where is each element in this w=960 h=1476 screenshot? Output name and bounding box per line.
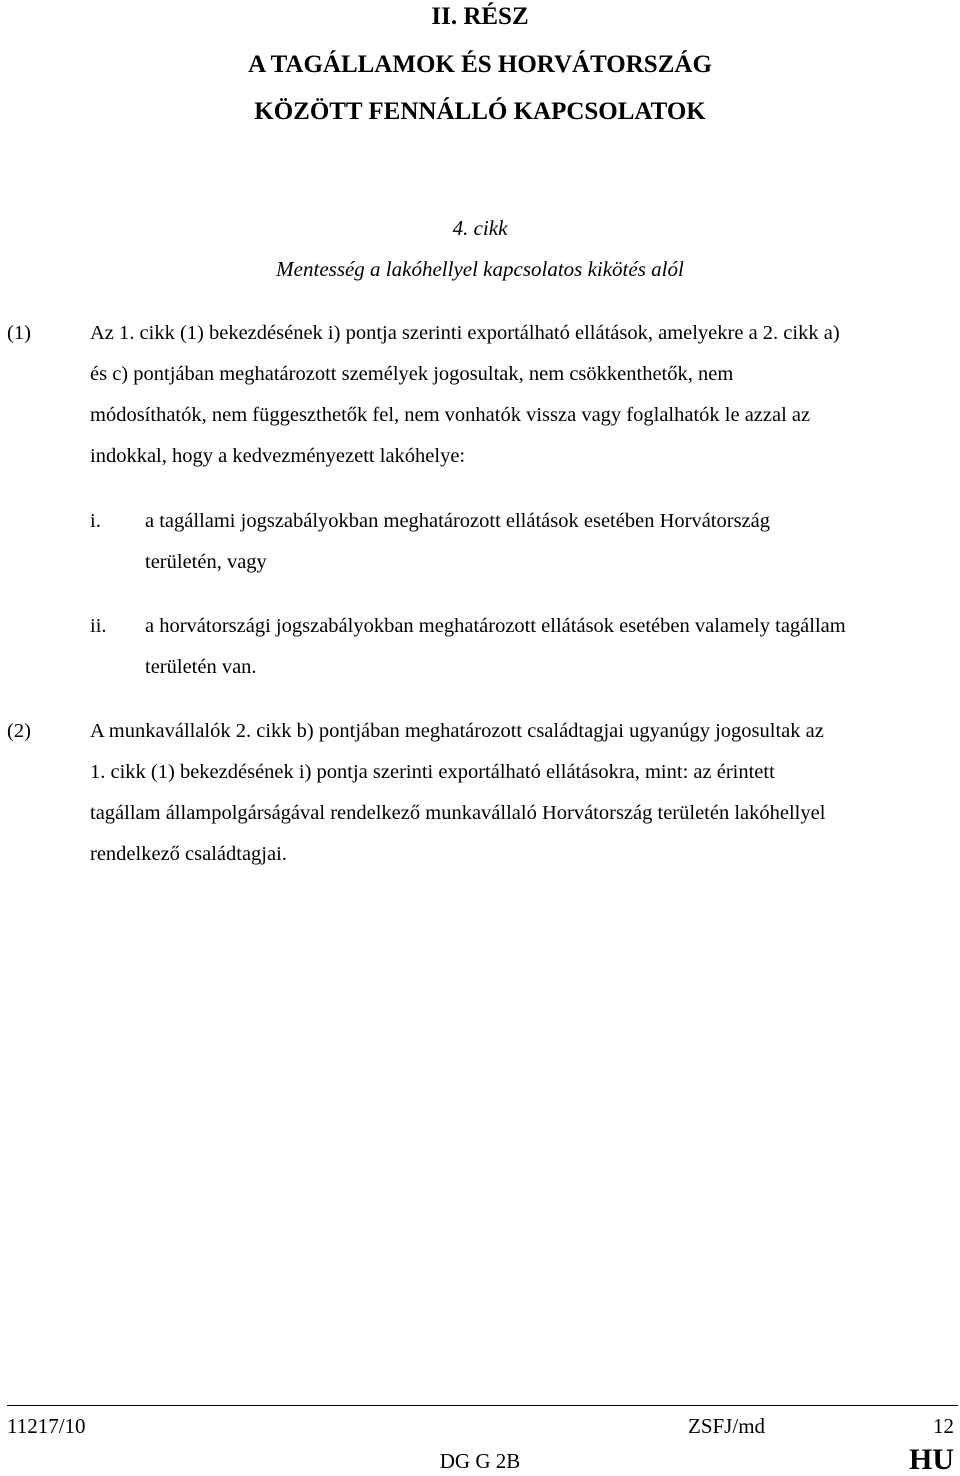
footer-language: HU [909, 1443, 954, 1476]
paragraph-2-body [90, 711, 960, 875]
paragraph-1-line: Az 1. cikk (1) bekezdésének i) pontja szerinti exportálható ellátások, amelyekre a 2. cikk a) [90, 322, 840, 344]
paragraph-2-line: A munkavállalók 2. cikk b) pontjában meghatározott családtagjai ugyanúgy jogosultak az [90, 720, 824, 742]
paragraph-2-number: (2) [7, 720, 31, 742]
paragraph-1 [0, 313, 960, 473]
list-item [0, 606, 960, 688]
paragraph-1-body [90, 313, 960, 477]
part-subtitle-line-2: KÖZÖTT FENNÁLLÓ KAPCSOLATOK [254, 98, 706, 125]
footer-rule [7, 1405, 958, 1406]
paragraph-1-line: és c) pontjában meghatározott személyek jogosultak, nem csökkenthetők, nem [90, 363, 734, 385]
article-title: Mentesség a lakóhellyel kapcsolatos kikötés alól [276, 257, 684, 281]
part-title: II. RÉSZ [431, 3, 529, 30]
paragraph-1-line: indokkal, hogy a kedvezményezett lakóhelye: [90, 445, 466, 467]
paragraph-2-line: tagállam állampolgárságával rendelkező munkavállaló Horvátország területén lakóhellyel [90, 802, 826, 824]
paragraph-1-number: (1) [7, 322, 31, 344]
footer-author: ZSFJ/md [688, 1414, 766, 1438]
footer-doc-number: 11217/10 [7, 1414, 86, 1438]
paragraph-1-line: módosíthatók, nem függeszthetők fel, nem vonhatók vissza vagy foglalhatók le azzal az [90, 404, 811, 426]
list-item [0, 501, 960, 583]
list-item-marker: i. [90, 510, 101, 532]
list-item-text [145, 501, 957, 583]
list-item-line: a horvátországi jogszabályokban meghatározott ellátások esetében valamely tagállam [145, 615, 846, 637]
list-item-marker: ii. [90, 615, 107, 637]
footer-directorate: DG G 2B [439, 1449, 521, 1473]
paragraph-2-line: 1. cikk (1) bekezdésének i) pontja szerinti exportálható ellátásokra, mint: az érintett [90, 761, 775, 783]
paragraph-2-line: rendelkező családtagjai. [90, 843, 287, 865]
footer-page-number: 12 [933, 1414, 954, 1438]
list-item-line: területén van. [145, 656, 257, 678]
part-subtitle-line-1: A TAGÁLLAMOK ÉS HORVÁTORSZÁG [248, 51, 712, 78]
article-number: 4. cikk [452, 216, 508, 240]
list-item-line: területén, vagy [145, 551, 267, 573]
paragraph-2 [0, 711, 960, 875]
list-item-line: a tagállami jogszabályokban meghatározott ellátások esetében Horvátország [145, 510, 770, 532]
list-item-text [145, 606, 957, 688]
